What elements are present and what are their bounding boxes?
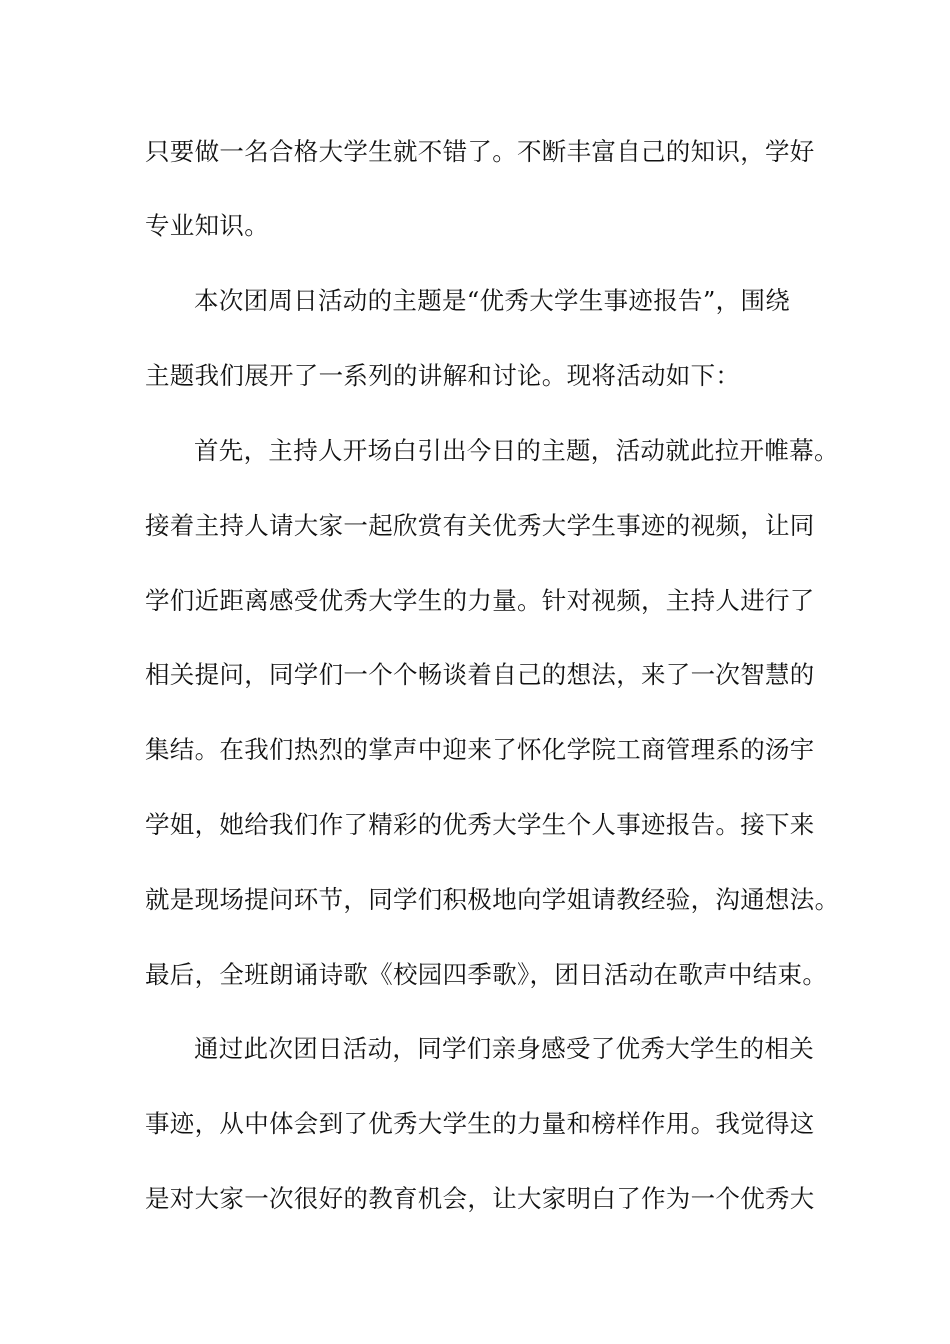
text-line: 主题我们展开了一系列的讲解和讨论。现将活动如下： [145, 361, 741, 390]
paragraph-start-line: 首先，主持人开场白引出今日的主题，活动就此拉开帷幕。 [194, 436, 839, 465]
text-line: 就是现场提问环节，同学们积极地向学姐请教经验，沟通想法。 [145, 885, 840, 914]
text-line: 专业知识。 [145, 211, 269, 240]
text-line: 学姐，她给我们作了精彩的优秀大学生个人事迹报告。接下来 [145, 810, 815, 839]
paragraph-start-line: 通过此次团日活动，同学们亲身感受了优秀大学生的相关 [194, 1034, 814, 1063]
text-line: 学们近距离感受优秀大学生的力量。针对视频，主持人进行了 [145, 586, 815, 615]
text-line: 集结。在我们热烈的掌声中迎来了怀化学院工商管理系的汤宇 [145, 735, 815, 764]
text-line: 是对大家一次很好的教育机会，让大家明白了作为一个优秀大 [145, 1184, 815, 1213]
paragraph-start-line: 本次团周日活动的主题是“优秀大学生事迹报告”，围绕 [194, 286, 791, 315]
text-line: 最后，全班朗诵诗歌《校园四季歌》，团日活动在歌声中结束。 [145, 960, 828, 989]
text-line: 相关提问，同学们一个个畅谈着自己的想法，来了一次智慧的 [145, 660, 815, 689]
text-line: 事迹，从中体会到了优秀大学生的力量和榜样作用。我觉得这 [145, 1109, 815, 1138]
text-line: 只要做一名合格大学生就不错了。不断丰富自己的知识，学好 [145, 137, 815, 166]
text-line: 接着主持人请大家一起欣赏有关优秀大学生事迹的视频，让同 [145, 511, 815, 540]
